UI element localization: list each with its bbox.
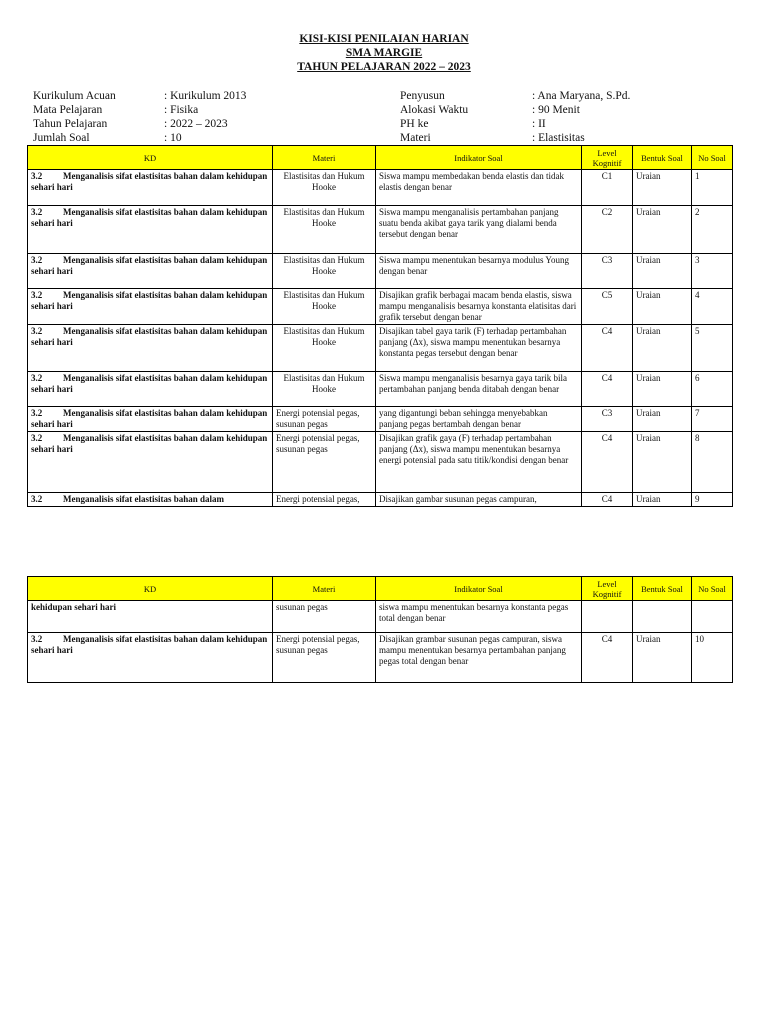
table-row — [28, 432, 733, 493]
doc-title-line2: SMA MARGIE — [345, 47, 423, 59]
no-cell: 9 — [692, 493, 733, 507]
level-cell: C5 — [582, 289, 633, 325]
indikator-cell: Siswa mampu menentukan besarnya modulus Young dengan benar — [376, 254, 582, 289]
col-header-indikator: Indikator Soal — [376, 577, 582, 601]
bentuk-cell: Uraian — [633, 372, 692, 407]
indikator-cell: Siswa mampu menganalisis pertambahan panjang suatu benda akibat gaya tarik yang dialami benda tersebut dengan benar — [376, 206, 582, 254]
kd-text: Menganalisis sifat elastisitas bahan dalam kehidupan sehari hari — [31, 408, 268, 429]
no-cell: 4 — [692, 289, 733, 325]
table-row — [28, 254, 733, 289]
kd-cell — [28, 372, 273, 407]
meta-label-ph: PH ke — [400, 118, 429, 130]
table-row — [28, 601, 733, 633]
kd-number: 3.2 — [31, 634, 43, 644]
kd-cell — [28, 289, 273, 325]
materi-cell: Elastisitas dan Hukum Hooke — [273, 289, 376, 325]
kd-cell — [28, 170, 273, 206]
meta-value-alokasi: : 90 Menit — [532, 104, 580, 116]
table-row — [28, 206, 733, 254]
kd-number: 3.2 — [31, 171, 43, 181]
indikator-cell: Disajikan grafik berbagai macam benda elastis, siswa mampu menganalisis besarnya konstanta elatisitas dari grafik tersebut dengan benar — [376, 289, 582, 325]
level-cell: C4 — [582, 432, 633, 493]
kd-cell — [28, 601, 273, 633]
kd-cell — [28, 206, 273, 254]
meta-label-materi: Materi — [400, 132, 431, 144]
kd-cell — [28, 493, 273, 507]
meta-value-materi: : Elastisitas — [532, 132, 585, 144]
kd-cell — [28, 325, 273, 372]
doc-title-line3: TAHUN PELAJARAN 2022 – 2023 — [297, 61, 471, 73]
materi-cell: Elastisitas dan Hukum Hooke — [273, 206, 376, 254]
indikator-cell: Disajikan gambar susunan pegas campuran, — [376, 493, 582, 507]
kd-text: Menganalisis sifat elastisitas bahan dalam kehidupan sehari hari — [31, 433, 268, 454]
indikator-cell: Siswa mampu membedakan benda elastis dan tidak elastis dengan benar — [376, 170, 582, 206]
no-cell: 6 — [692, 372, 733, 407]
col-header-kd: KD — [28, 577, 273, 601]
indikator-cell: Disajikan tabel gaya tarik (F) terhadap pertambahan panjang (Δx), siswa mampu menentukan besarnya konstanta pegas tersebut dengan benar — [376, 325, 582, 372]
table-row — [28, 170, 733, 206]
bentuk-cell: Uraian — [633, 170, 692, 206]
bentuk-cell: Uraian — [633, 633, 692, 683]
kd-text: Menganalisis sifat elastisitas bahan dalam kehidupan sehari hari — [31, 290, 268, 311]
table-row — [28, 325, 733, 372]
kd-cell — [28, 407, 273, 432]
materi-cell: Elastisitas dan Hukum Hooke — [273, 372, 376, 407]
meta-label-jumlah-soal: Jumlah Soal — [33, 132, 90, 144]
bentuk-cell: Uraian — [633, 493, 692, 507]
kd-number: 3.2 — [31, 494, 43, 504]
meta-value-ph: : II — [532, 118, 546, 130]
kd-text: Menganalisis sifat elastisitas bahan dalam kehidupan sehari hari — [31, 373, 268, 394]
no-cell: 10 — [692, 633, 733, 683]
kisi-kisi-table-page1 — [27, 145, 733, 507]
meta-label-tahun: Tahun Pelajaran — [33, 118, 108, 130]
bentuk-cell: Uraian — [633, 289, 692, 325]
materi-cell: Elastisitas dan Hukum Hooke — [273, 325, 376, 372]
meta-label-kurikulum: Kurikulum Acuan — [33, 90, 116, 102]
no-cell: 1 — [692, 170, 733, 206]
kd-number: 3.2 — [31, 408, 43, 418]
meta-value-penyusun: : Ana Maryana, S.Pd. — [532, 90, 631, 102]
kd-text: Menganalisis sifat elastisitas bahan dalam kehidupan sehari hari — [31, 171, 268, 192]
bentuk-cell: Uraian — [633, 254, 692, 289]
kd-text: Menganalisis sifat elastisitas bahan dalam — [63, 494, 225, 504]
col-header-no: No Soal — [692, 577, 733, 601]
bentuk-cell — [633, 601, 692, 633]
doc-title-line1: KISI-KISI PENILAIAN HARIAN — [299, 33, 469, 45]
kd-number: 3.2 — [31, 290, 43, 300]
bentuk-cell: Uraian — [633, 325, 692, 372]
level-cell: C4 — [582, 493, 633, 507]
no-cell: 2 — [692, 206, 733, 254]
col-header-level: Level Kognitif — [582, 146, 633, 170]
level-cell: C4 — [582, 633, 633, 683]
indikator-cell: Disajikan grafik gaya (F) terhadap pertambahan panjang (Δx), siswa mampu menentukan besarnya energi potensial pada satu titik/kondisi dengan benar — [376, 432, 582, 493]
kd-number: 3.2 — [31, 207, 43, 217]
level-cell: C2 — [582, 206, 633, 254]
meta-value-kurikulum: : Kurikulum 2013 — [164, 90, 247, 102]
materi-cell: Elastisitas dan Hukum Hooke — [273, 170, 376, 206]
meta-label-mapel: Mata Pelajaran — [33, 104, 103, 116]
level-cell: C4 — [582, 372, 633, 407]
col-header-level: Level Kognitif — [582, 577, 633, 601]
table-row — [28, 493, 733, 507]
no-cell: 8 — [692, 432, 733, 493]
kd-number: 3.2 — [31, 326, 43, 336]
table-row — [28, 289, 733, 325]
bentuk-cell: Uraian — [633, 432, 692, 493]
meta-value-tahun: : 2022 – 2023 — [164, 118, 228, 130]
col-header-indikator: Indikator Soal — [376, 146, 582, 170]
table-header-row — [28, 577, 733, 601]
meta-label-penyusun: Penyusun — [400, 90, 445, 102]
no-cell: 7 — [692, 407, 733, 432]
indikator-cell: Siswa mampu menganalisis besarnya gaya tarik bila pertambahan panjang benda ditabah dengan benar — [376, 372, 582, 407]
level-cell: C3 — [582, 254, 633, 289]
indikator-cell: siswa mampu menentukan besarnya konstanta pegas total dengan benar — [376, 601, 582, 633]
bentuk-cell: Uraian — [633, 407, 692, 432]
materi-cell: Energi potensial pegas, — [273, 493, 376, 507]
col-header-no: No Soal — [692, 146, 733, 170]
meta-value-mapel: : Fisika — [164, 104, 199, 116]
meta-value-jumlah-soal: : 10 — [164, 132, 182, 144]
table-row — [28, 407, 733, 432]
no-cell: 3 — [692, 254, 733, 289]
col-header-materi: Materi — [273, 577, 376, 601]
kd-text: Menganalisis sifat elastisitas bahan dalam kehidupan sehari hari — [31, 634, 268, 655]
level-cell — [582, 601, 633, 633]
materi-cell: Energi potensial pegas, susunan pegas — [273, 633, 376, 683]
table-row — [28, 633, 733, 683]
materi-cell: Energi potensial pegas, susunan pegas — [273, 432, 376, 493]
materi-cell: Energi potensial pegas, susunan pegas — [273, 407, 376, 432]
kd-number: 3.2 — [31, 433, 43, 443]
col-header-bentuk: Bentuk Soal — [633, 577, 692, 601]
meta-label-alokasi: Alokasi Waktu — [400, 104, 469, 116]
indikator-cell: yang digantungi beban sehingga menyebabkan panjang pegas bertambah dengan benar — [376, 407, 582, 432]
kd-number: 3.2 — [31, 255, 43, 265]
materi-cell: Elastisitas dan Hukum Hooke — [273, 254, 376, 289]
kd-text: Menganalisis sifat elastisitas bahan dalam kehidupan sehari hari — [31, 207, 268, 228]
indikator-cell: Disajikan grambar susunan pegas campuran, siswa mampu menentukan besarnya pertambahan panjang pegas total dengan benar — [376, 633, 582, 683]
materi-cell: susunan pegas — [273, 601, 376, 633]
kisi-kisi-table-page2 — [27, 576, 733, 683]
kd-cell — [28, 633, 273, 683]
kd-cell — [28, 254, 273, 289]
kd-number: 3.2 — [31, 373, 43, 383]
no-cell — [692, 601, 733, 633]
kd-cell — [28, 432, 273, 493]
col-header-bentuk: Bentuk Soal — [633, 146, 692, 170]
level-cell: C3 — [582, 407, 633, 432]
level-cell: C4 — [582, 325, 633, 372]
table-header-row — [28, 146, 733, 170]
no-cell: 5 — [692, 325, 733, 372]
kd-text: Menganalisis sifat elastisitas bahan dalam kehidupan sehari hari — [31, 255, 268, 276]
col-header-materi: Materi — [273, 146, 376, 170]
kd-text: Menganalisis sifat elastisitas bahan dalam kehidupan sehari hari — [31, 326, 268, 347]
kd-text: kehidupan sehari hari — [31, 602, 117, 612]
bentuk-cell: Uraian — [633, 206, 692, 254]
level-cell: C1 — [582, 170, 633, 206]
table-row — [28, 372, 733, 407]
col-header-kd: KD — [28, 146, 273, 170]
